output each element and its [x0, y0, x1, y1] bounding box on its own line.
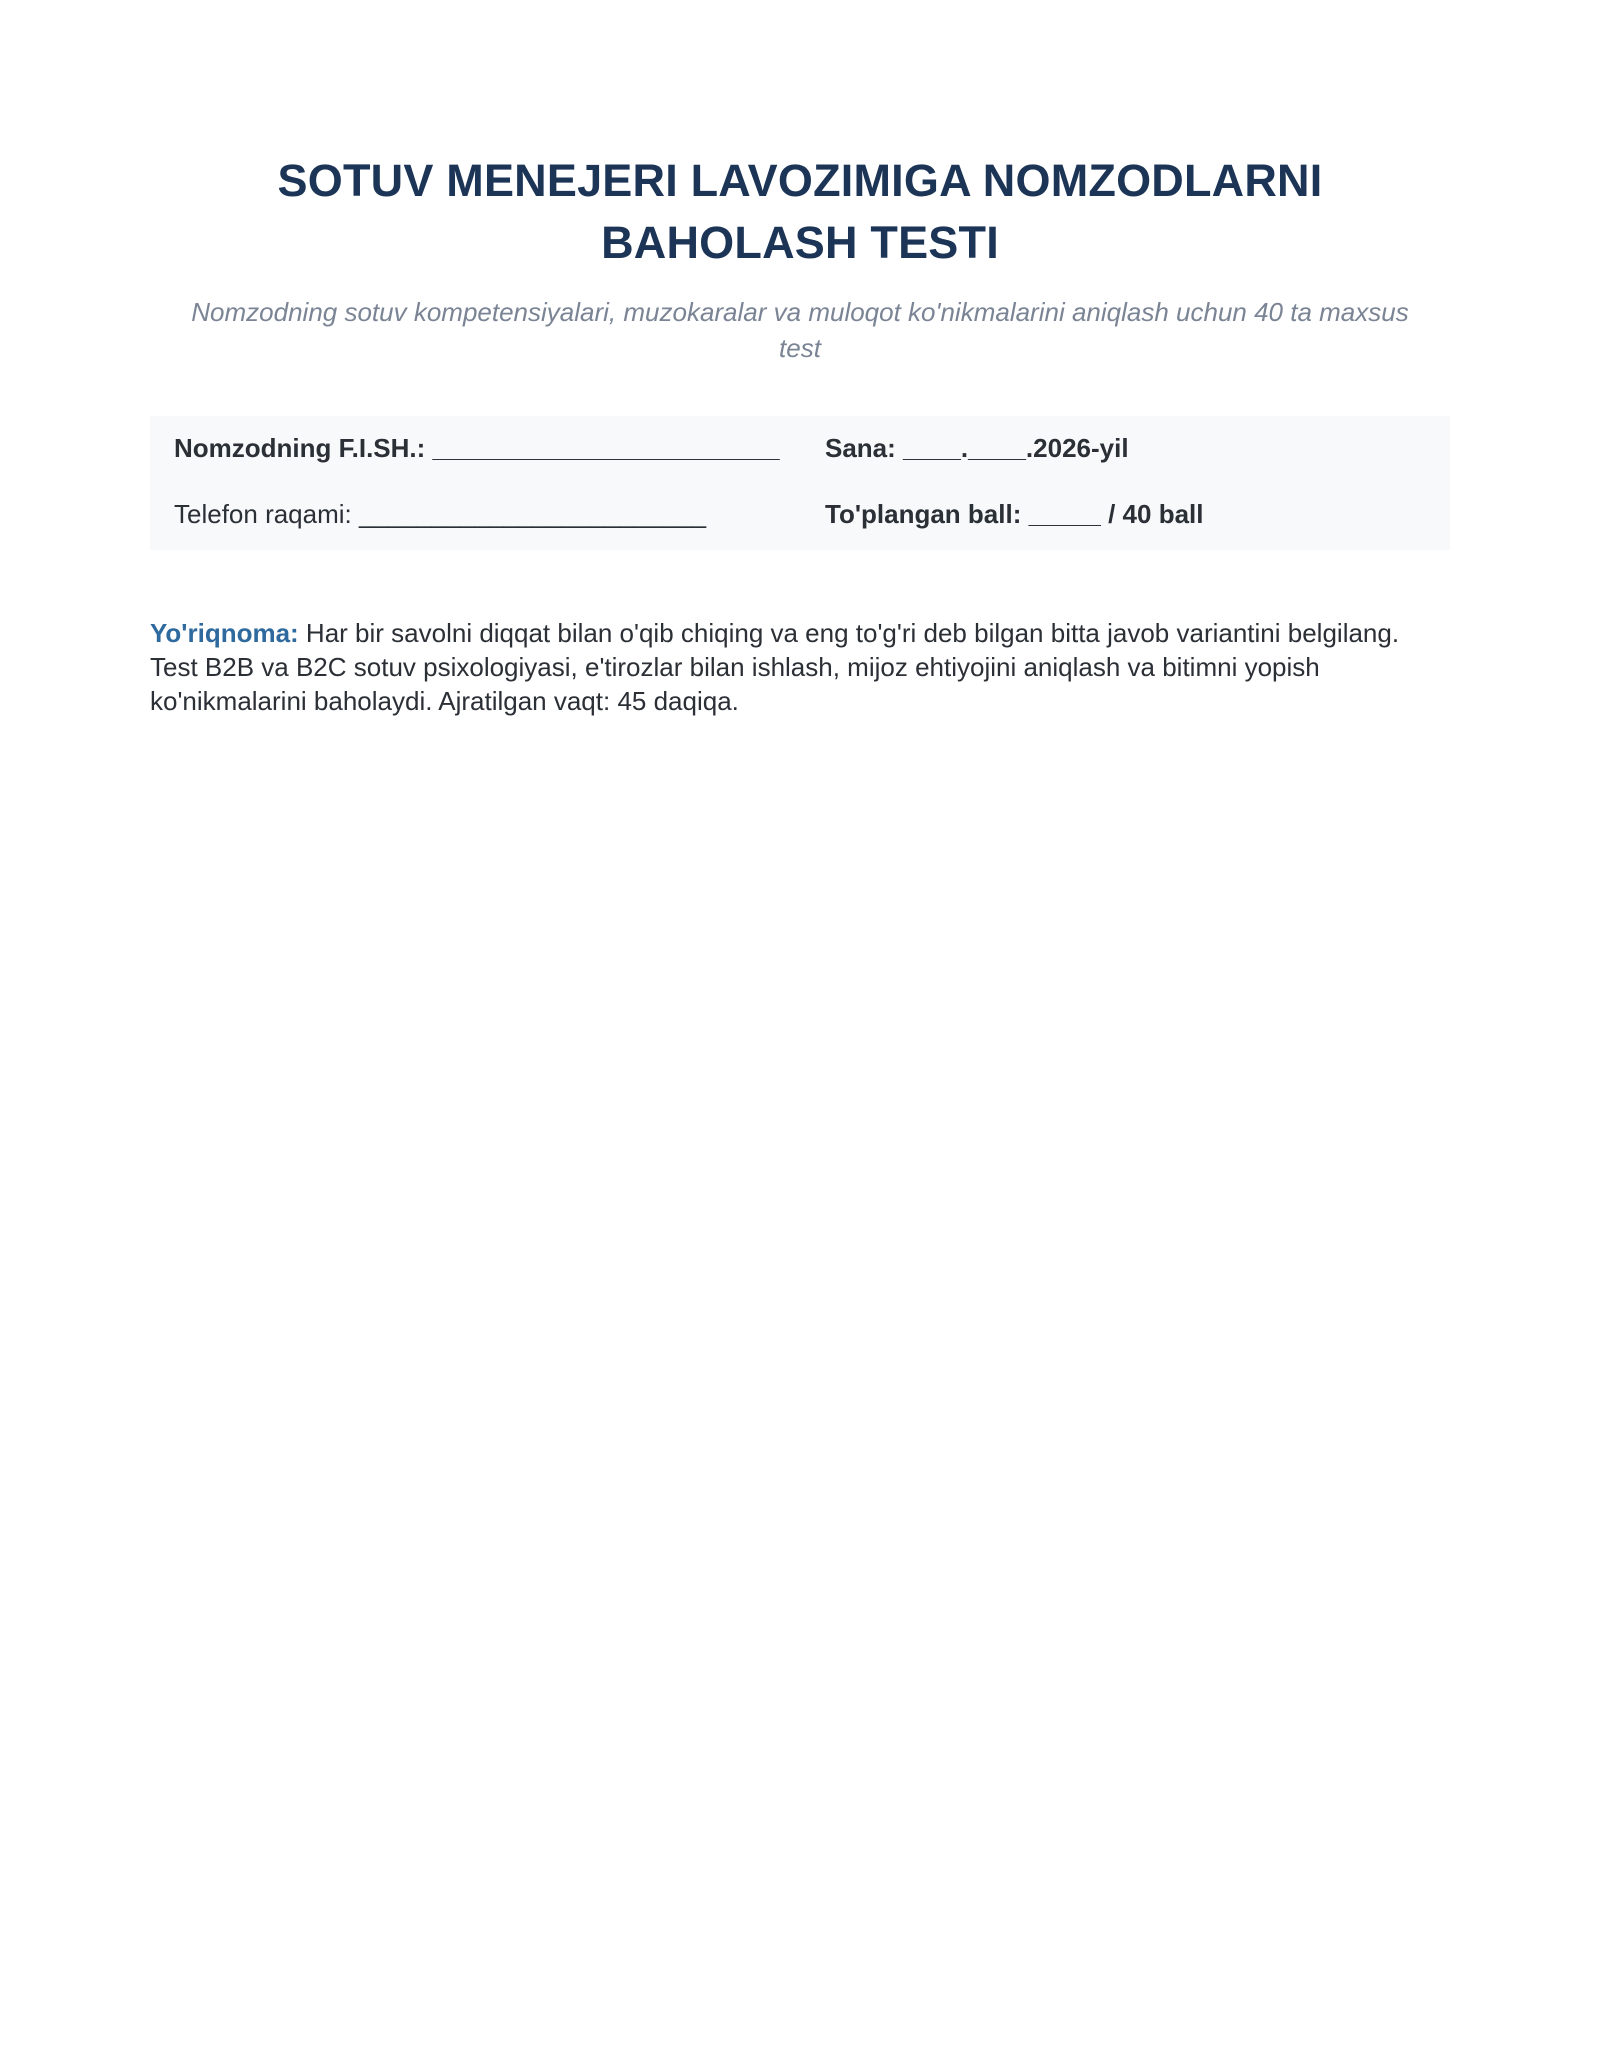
instructions-label: Yo'riqnoma:	[150, 618, 299, 648]
candidate-name-field: Nomzodning F.I.SH.: ________________________	[174, 433, 780, 463]
candidate-info-box	[150, 416, 1450, 550]
score-field: To'plangan ball: _____ / 40 ball	[825, 499, 1204, 529]
instructions-line-1	[150, 616, 1450, 650]
title-line-2: BAHOLASH TESTI	[601, 217, 999, 268]
subtitle-line-1: Nomzodning sotuv kompetensiyalari, muzokaralar va muloqot ko'nikmalarini aniqlash uchun 40 ta maxsus	[191, 297, 1409, 327]
subtitle-line-2: test	[779, 333, 821, 363]
title-line-1: SOTUV MENEJERI LAVOZIMIGA NOMZODLARNI	[277, 155, 1323, 206]
instructions-paragraph	[150, 616, 1450, 718]
phone-field: Telefon raqami: ________________________	[174, 499, 707, 529]
date-field: Sana: ____.____.2026-yil	[825, 433, 1129, 463]
page-title	[150, 150, 1450, 274]
instructions-line-3: ko'nikmalarini baholaydi. Ajratilgan vaqt: 45 daqiqa.	[150, 686, 739, 716]
document-page	[150, 0, 1450, 718]
instructions-line-2: Test B2B va B2C sotuv psixologiyasi, e'tirozlar bilan ishlash, mijoz ehtiyojini aniqlash va bitimni yopish	[150, 652, 1320, 682]
page-subtitle	[150, 294, 1450, 366]
instructions-text-1: Har bir savolni diqqat bilan o'qib chiqing va eng to'g'ri deb bilgan bitta javob variantini belgilang.	[298, 618, 1400, 648]
